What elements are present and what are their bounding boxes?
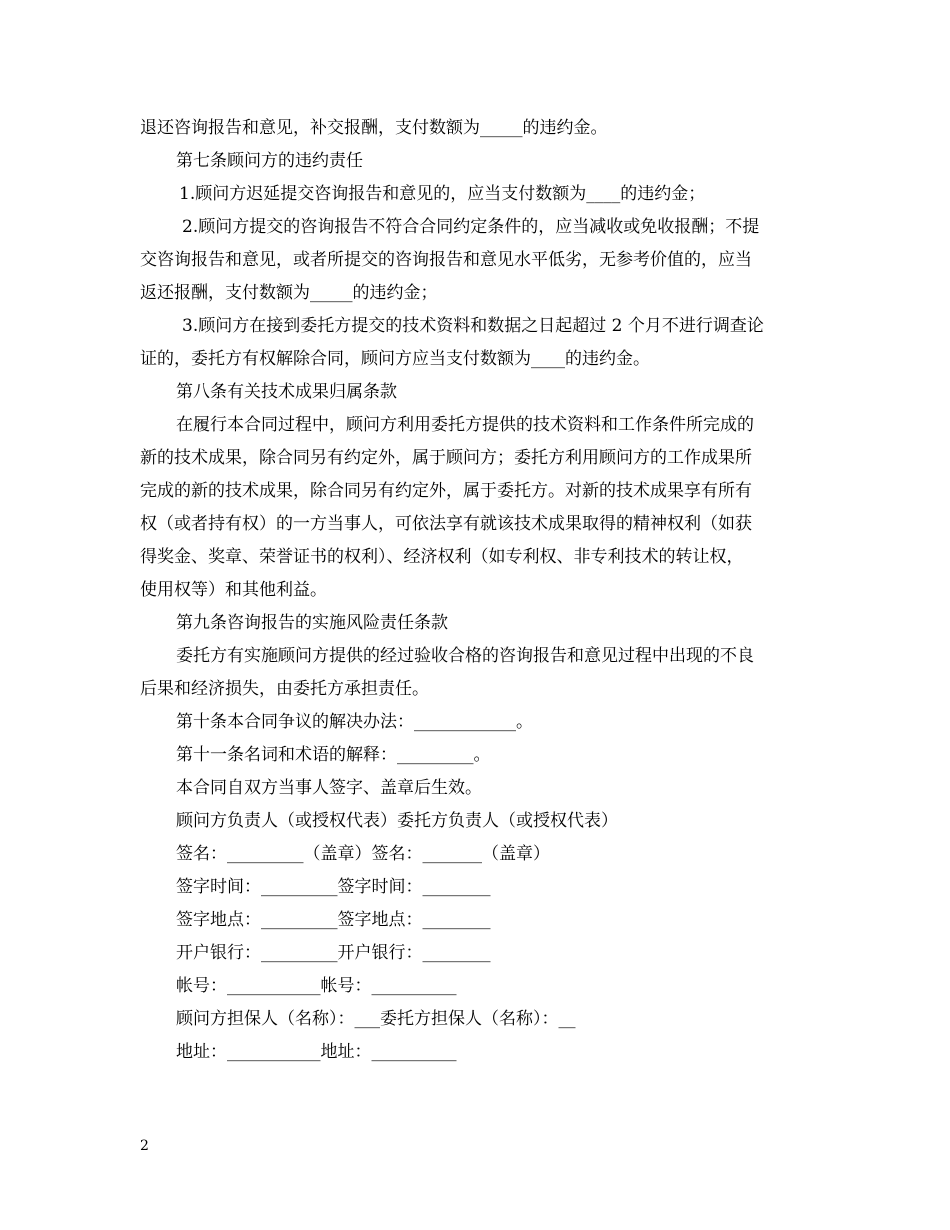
signatory-header: 顾问方负责人（或授权代表）委托方负责人（或授权代表） — [176, 811, 618, 831]
page-number: 2 — [140, 1138, 149, 1154]
text-line: 证的，委托方有权解除合同，顾问方应当支付数额为____的违约金。 — [140, 349, 650, 369]
signing-place-line: 签字地点：_________签字地点：________ — [176, 910, 491, 930]
text-line: 在履行本合同过程中，顾问方利用委托方提供的技术资料和工作条件所完成的 — [176, 415, 754, 435]
text-line: 完成的新的技术成果，除合同另有约定外，属于委托方。对新的技术成果享有所有 — [140, 481, 752, 501]
text-line: 交咨询报告和意见，或者所提交的咨询报告和意见水平低劣，无参考价值的，应当 — [140, 250, 752, 270]
bank-line: 开户银行：_________开户银行：________ — [176, 943, 491, 963]
text-line: 返还报酬，支付数额为_____的违约金； — [140, 283, 438, 303]
text-line: 得奖金、奖章、荣誉证书的权利）、经济权利（如专利权、非专利技术的转让权， — [140, 547, 744, 567]
text-line: 1.顾问方迟延提交咨询报告和意见的，应当支付数额为____的违约金； — [179, 184, 706, 204]
text-line: 权（或者持有权）的一方当事人，可依法享有就该技术成果取得的精神权利（如获 — [140, 514, 752, 534]
article-heading-9: 第九条咨询报告的实施风险责任条款 — [176, 613, 448, 633]
guarantor-line: 顾问方担保人（名称）：___委托方担保人（名称）：__ — [176, 1009, 576, 1029]
text-line: 2.顾问方提交的咨询报告不符合合同约定条件的，应当减收或免收报酬；不提 — [182, 217, 760, 237]
article-heading-8: 第八条有关技术成果归属条款 — [176, 382, 397, 402]
text-line: 使用权等）和其他利益。 — [140, 580, 327, 600]
article-10: 第十条本合同争议的解决办法：____________。 — [176, 712, 533, 732]
address-line: 地址：___________地址：__________ — [176, 1042, 457, 1062]
signature-line: 签名：_________（盖章）签名：_______（盖章） — [176, 844, 550, 864]
text-line: 3.顾问方在接到委托方提交的技术资料和数据之日起超过 2 个月不进行调查论 — [182, 316, 764, 336]
signing-time-line: 签字时间：_________签字时间：________ — [176, 877, 491, 897]
document-body — [140, 112, 812, 1069]
text-line: 新的技术成果，除合同另有约定外，属于顾问方；委托方利用顾问方的工作成果所 — [140, 448, 752, 468]
text-line: 退还咨询报告和意见，补交报酬，支付数额为_____的违约金。 — [140, 118, 608, 138]
text-line: 后果和经济损失，由委托方承担责任。 — [140, 679, 429, 699]
account-line: 帐号：___________帐号：__________ — [176, 976, 457, 996]
effective-clause: 本合同自双方当事人签字、盖章后生效。 — [176, 778, 482, 798]
article-heading-7: 第七条顾问方的违约责任 — [176, 151, 363, 171]
article-11: 第十一条名词和术语的解释：_________。 — [176, 745, 491, 765]
text-line: 委托方有实施顾问方提供的经过验收合格的咨询报告和意见过程中出现的不良 — [176, 646, 754, 666]
